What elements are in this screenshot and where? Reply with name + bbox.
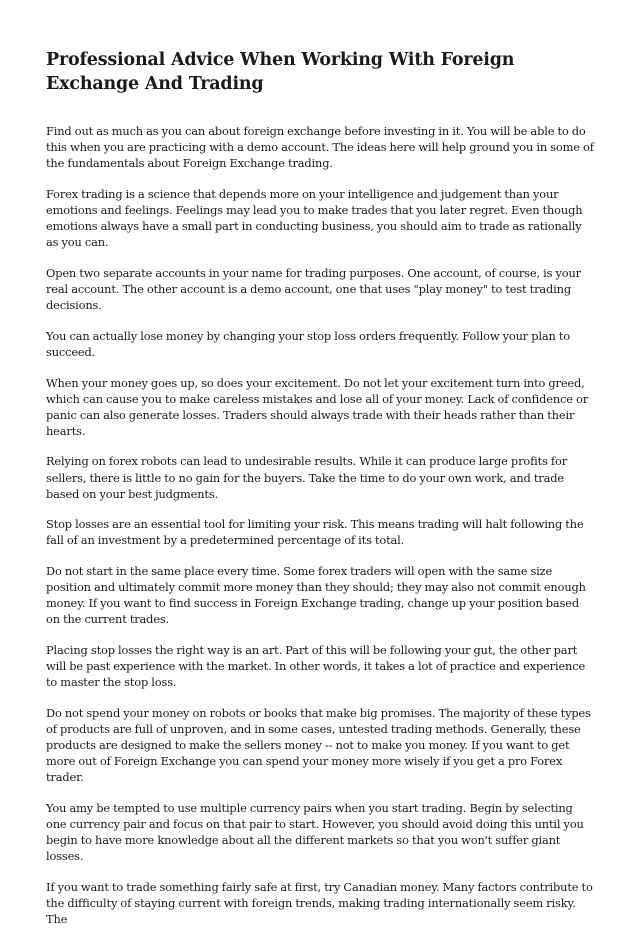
- paragraph-11: You amy be tempted to use multiple currency pairs when you start trading. Begin by selecting one currency pair and focus on that pair to start. However, you should avoid doing this until you begin to have more knowledge about all the different markets so that you won't suffer giant losses.: [46, 801, 584, 864]
- paragraph-12: If you want to trade something fairly safe at first, try Canadian money. Many factors contribute to the difficulty of staying current with foreign trends, making trading internationally seem risky. The: [46, 880, 593, 927]
- paragraph-4: You can actually lose money by changing your stop loss orders frequently. Follow your plan to succeed.: [46, 328, 571, 359]
- document-page: [46, 48, 594, 942]
- paragraph-6: Relying on forex robots can lead to undesirable results. While it can produce large profits for sellers, there is little to no gain for the buyers. Take the time to do your own work, and trade based on your best judgments.: [46, 454, 567, 501]
- paragraph-7: Stop losses are an essential tool for limiting your risk. This means trading will halt following the fall of an investment by a predetermined percentage of its total.: [46, 517, 584, 548]
- paragraph-1: Find out as much as you can about foreign exchange before investing in it. You will be able to do this when you are practicing with a demo account. The ideas here will help ground you in some of the fundamentals about Foreign Exchange trading.: [46, 124, 594, 171]
- paragraph-10: Do not spend your money on robots or books that make big promises. The majority of these types of products are full of unproven, and in some cases, untested trading methods. Generally, these products are designed to make the sellers money -- not to make you money. If you want to get more out of Foreign Exchange you can spend your money more wisely if you get a pro Forex trader.: [46, 705, 591, 785]
- document-title: Professional Advice When Working With Foreign Exchange And Trading: [46, 50, 515, 94]
- paragraph-8: Do not start in the same place every time. Some forex traders will open with the same size position and ultimately commit more money than they should; they may also not commit enough money. If you want to find success in Foreign Exchange trading, change up your position based on the current trades.: [46, 564, 586, 627]
- paragraph-9: Placing stop losses the right way is an art. Part of this will be following your gut, the other part will be past experience with the market. In other words, it takes a lot of practice and experience to master the stop loss.: [46, 643, 586, 690]
- paragraph-5: When your money goes up, so does your excitement. Do not let your excitement turn into greed, which can cause you to make careless mistakes and lose all of your money. Lack of confidence or panic can also generate losses. Traders should always trade with their heads rather than their hearts.: [46, 375, 589, 438]
- paragraph-2: Forex trading is a science that depends more on your intelligence and judgement than your emotions and feelings. Feelings may lead you to make trades that you later regret. Even though emotions always have a small part in conducting business, you should aim to trade as rationally as you can.: [46, 186, 583, 250]
- paragraph-3: Open two separate accounts in your name for trading purposes. One account, of course, is your real account. The other account is a demo account, one that uses "play money" to test trading decisions.: [46, 265, 581, 313]
